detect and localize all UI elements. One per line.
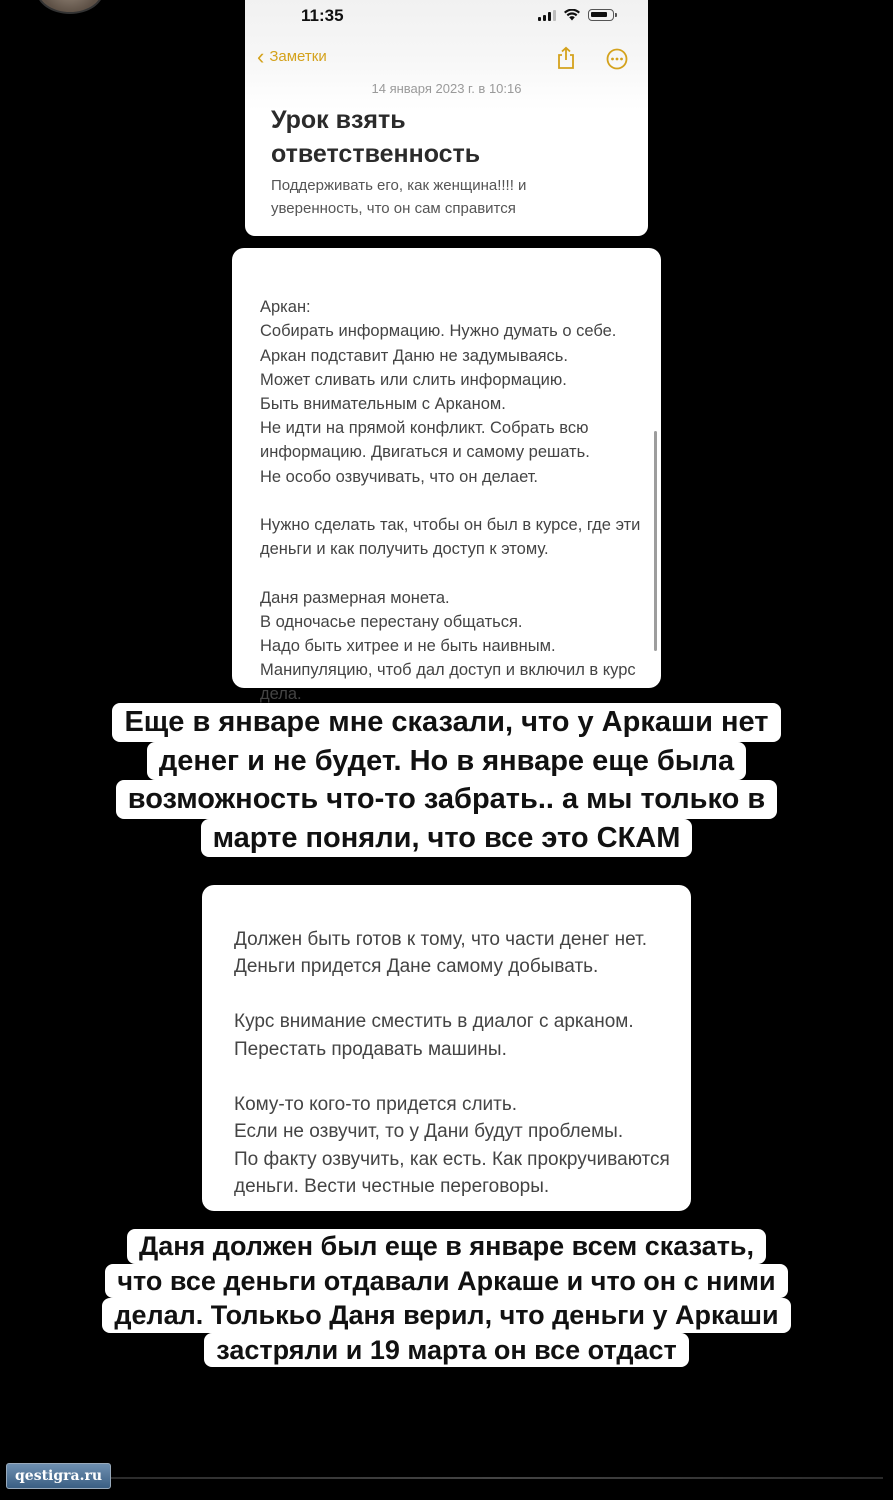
story-caption-1 (0, 703, 893, 857)
note-card-money (202, 885, 691, 1211)
note-card-text: Должен быть готов к тому, что части денег нет. Деньги придется Дане самому добывать. Курс внимание сместить в диалог с арканом. Перестать продавать машины. Кому-то кого-то придется слить. Если не озвучит, то у Дани будут проблемы. По факту озвучить, как есть. Как прокручиваются деньги. Вести честные переговоры. (234, 928, 670, 1197)
status-time: 11:35 (301, 6, 344, 25)
story-caption-2 (0, 1229, 893, 1367)
scrollbar[interactable] (654, 431, 657, 651)
profile-avatar[interactable] (36, 0, 104, 14)
back-button[interactable] (257, 44, 327, 69)
back-label: Заметки (269, 48, 327, 65)
note-title[interactable]: Урок взять ответственность (271, 106, 481, 168)
story-progress-bar (100, 1477, 883, 1479)
caption-line: Еще в январе мне сказали, что у Аркаши нет (112, 703, 780, 742)
caption-line: возможность что-то забрать.. а мы только в (116, 780, 778, 819)
note-card-text: Аркан: Собирать информацию. Нужно думать о себе. Аркан подставит Даню не задумываясь. Может сливать или слить информацию. Быть внимательным с Арканом. Не идти на прямой конфликт. Собрать всю информацию. Двигаться и самому решать. Не особо озвучивать, что он делает. Нужно сделать так, чтобы он был в курсе, где эти деньги и как получить доступ к этому. Даня размерная монета. В одночасье перестану общаться. Надо быть хитрее и не быть наивным. Манипуляцию, чтоб дал доступ и включил в курс дела. (260, 298, 641, 704)
share-icon[interactable] (555, 46, 577, 70)
battery-icon (588, 9, 614, 21)
caption-line: денег и не будет. Но в январе еще была (147, 742, 746, 781)
notes-screenshot (245, 0, 648, 236)
caption-line: Даня должен был еще в январе всем сказать, (127, 1229, 766, 1264)
status-icons (538, 9, 614, 21)
caption-line: застряли и 19 марта он все отдаст (204, 1333, 688, 1368)
note-body[interactable]: Поддерживать его, как женщина!!!! и уверенность, что он сам справится (271, 177, 527, 217)
caption-line: что все деньги отдавали Аркаше и что он с ними (105, 1264, 787, 1299)
caption-line: делал. Толькьо Даня верил, что деньги у Аркаши (102, 1298, 790, 1333)
watermark: qestigra.ru (6, 1463, 111, 1489)
note-card-arkan (232, 248, 661, 704)
signal-icon (538, 10, 556, 21)
caption-line: марте поняли, что все это СКАМ (201, 819, 693, 858)
chevron-left-icon: ‹ (257, 44, 265, 69)
note-date: 14 января 2023 г. в 10:16 (371, 81, 522, 96)
more-icon[interactable] (606, 48, 628, 70)
wifi-icon (563, 9, 581, 21)
